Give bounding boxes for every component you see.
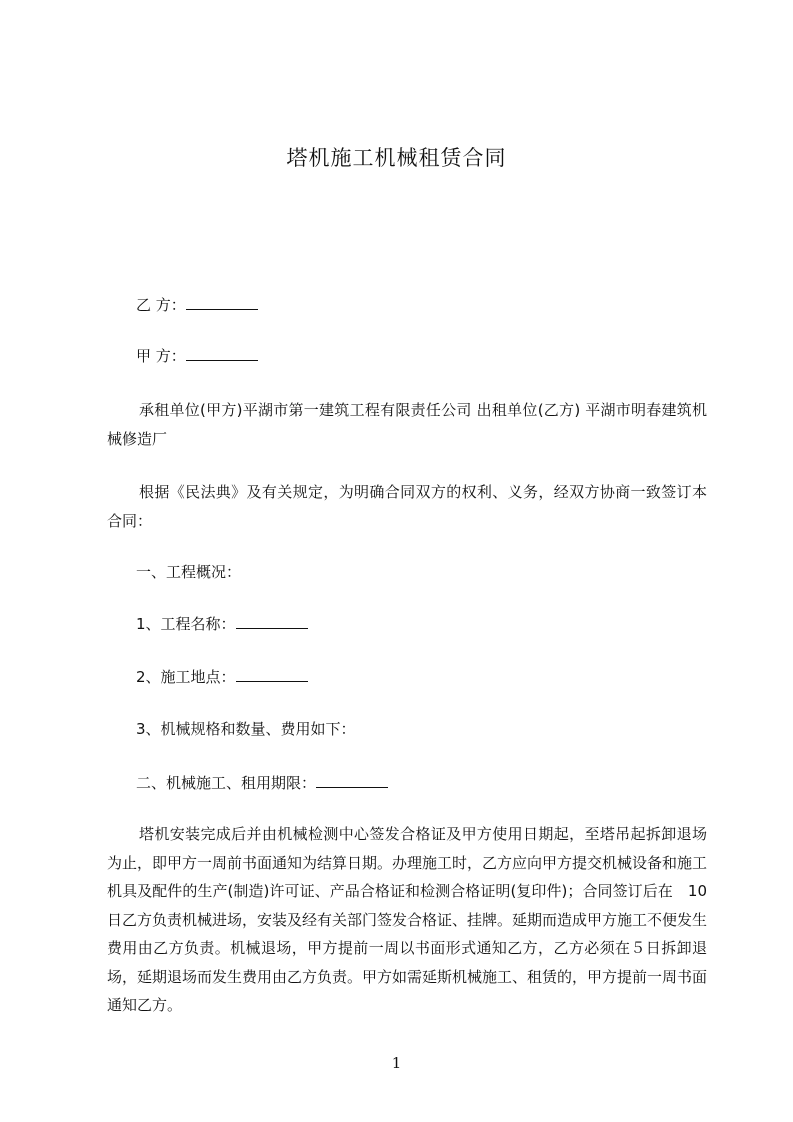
item1-blank — [236, 626, 308, 629]
party-a-line — [136, 345, 258, 366]
item2-label: 2、施工地点： — [136, 668, 236, 686]
section1-heading: 一、工程概况： — [136, 563, 242, 581]
item1-label: 1、工程名称： — [136, 615, 236, 633]
item2-blank — [236, 679, 308, 682]
section2-blank — [316, 785, 388, 788]
section2-heading: 二、机械施工、租用期限： — [136, 774, 317, 792]
party-a-label: 甲 方： — [136, 347, 186, 365]
party-b-label: 乙 方： — [136, 296, 186, 314]
item2-line — [136, 666, 308, 687]
basis-paragraph: 根据《民法典》及有关规定，为明确合同双方的权利、义务，经双方协商一致签订本合同： — [107, 483, 707, 530]
party-b-blank — [186, 307, 258, 310]
term-paragraph: 塔机安装完成后并由机械检测中心签发合格证及甲方使用日期起，至塔吊起拆卸退场为止，即甲方一周前书面通知为结算日期。办理施工时，乙方应向甲方提交机械设备和施工机具及配件的生产(制造)许可证、产品合格证和检测合格证明(复印件)；合同签订后在 10 日乙方负责机械进场，安装及经有关部门签发合格证、挂牌。延期而造成甲方施工不便发生费用由乙方负责。机械退场，甲方提前一周以书面形式通知乙方，乙方必须在５日拆卸退场，延期退场而发生费用由乙方负责。甲方如需延斯机械施工、租赁的，甲方提前一周书面通知乙方。 — [107, 825, 723, 1014]
party-a-blank — [186, 358, 258, 361]
document-title: 塔机施工机械租赁合同 — [286, 146, 507, 170]
section2-line — [136, 772, 388, 793]
parties-paragraph: 承租单位(甲方)平湖市第一建筑工程有限责任公司 出租单位(乙方) 平湖市明春建筑机械修造厂 — [107, 401, 707, 448]
party-b-line — [136, 294, 258, 315]
page-number: 1 — [391, 1054, 402, 1072]
item1-line — [136, 613, 308, 634]
item3-line: 3、机械规格和数量、费用如下： — [136, 720, 356, 738]
